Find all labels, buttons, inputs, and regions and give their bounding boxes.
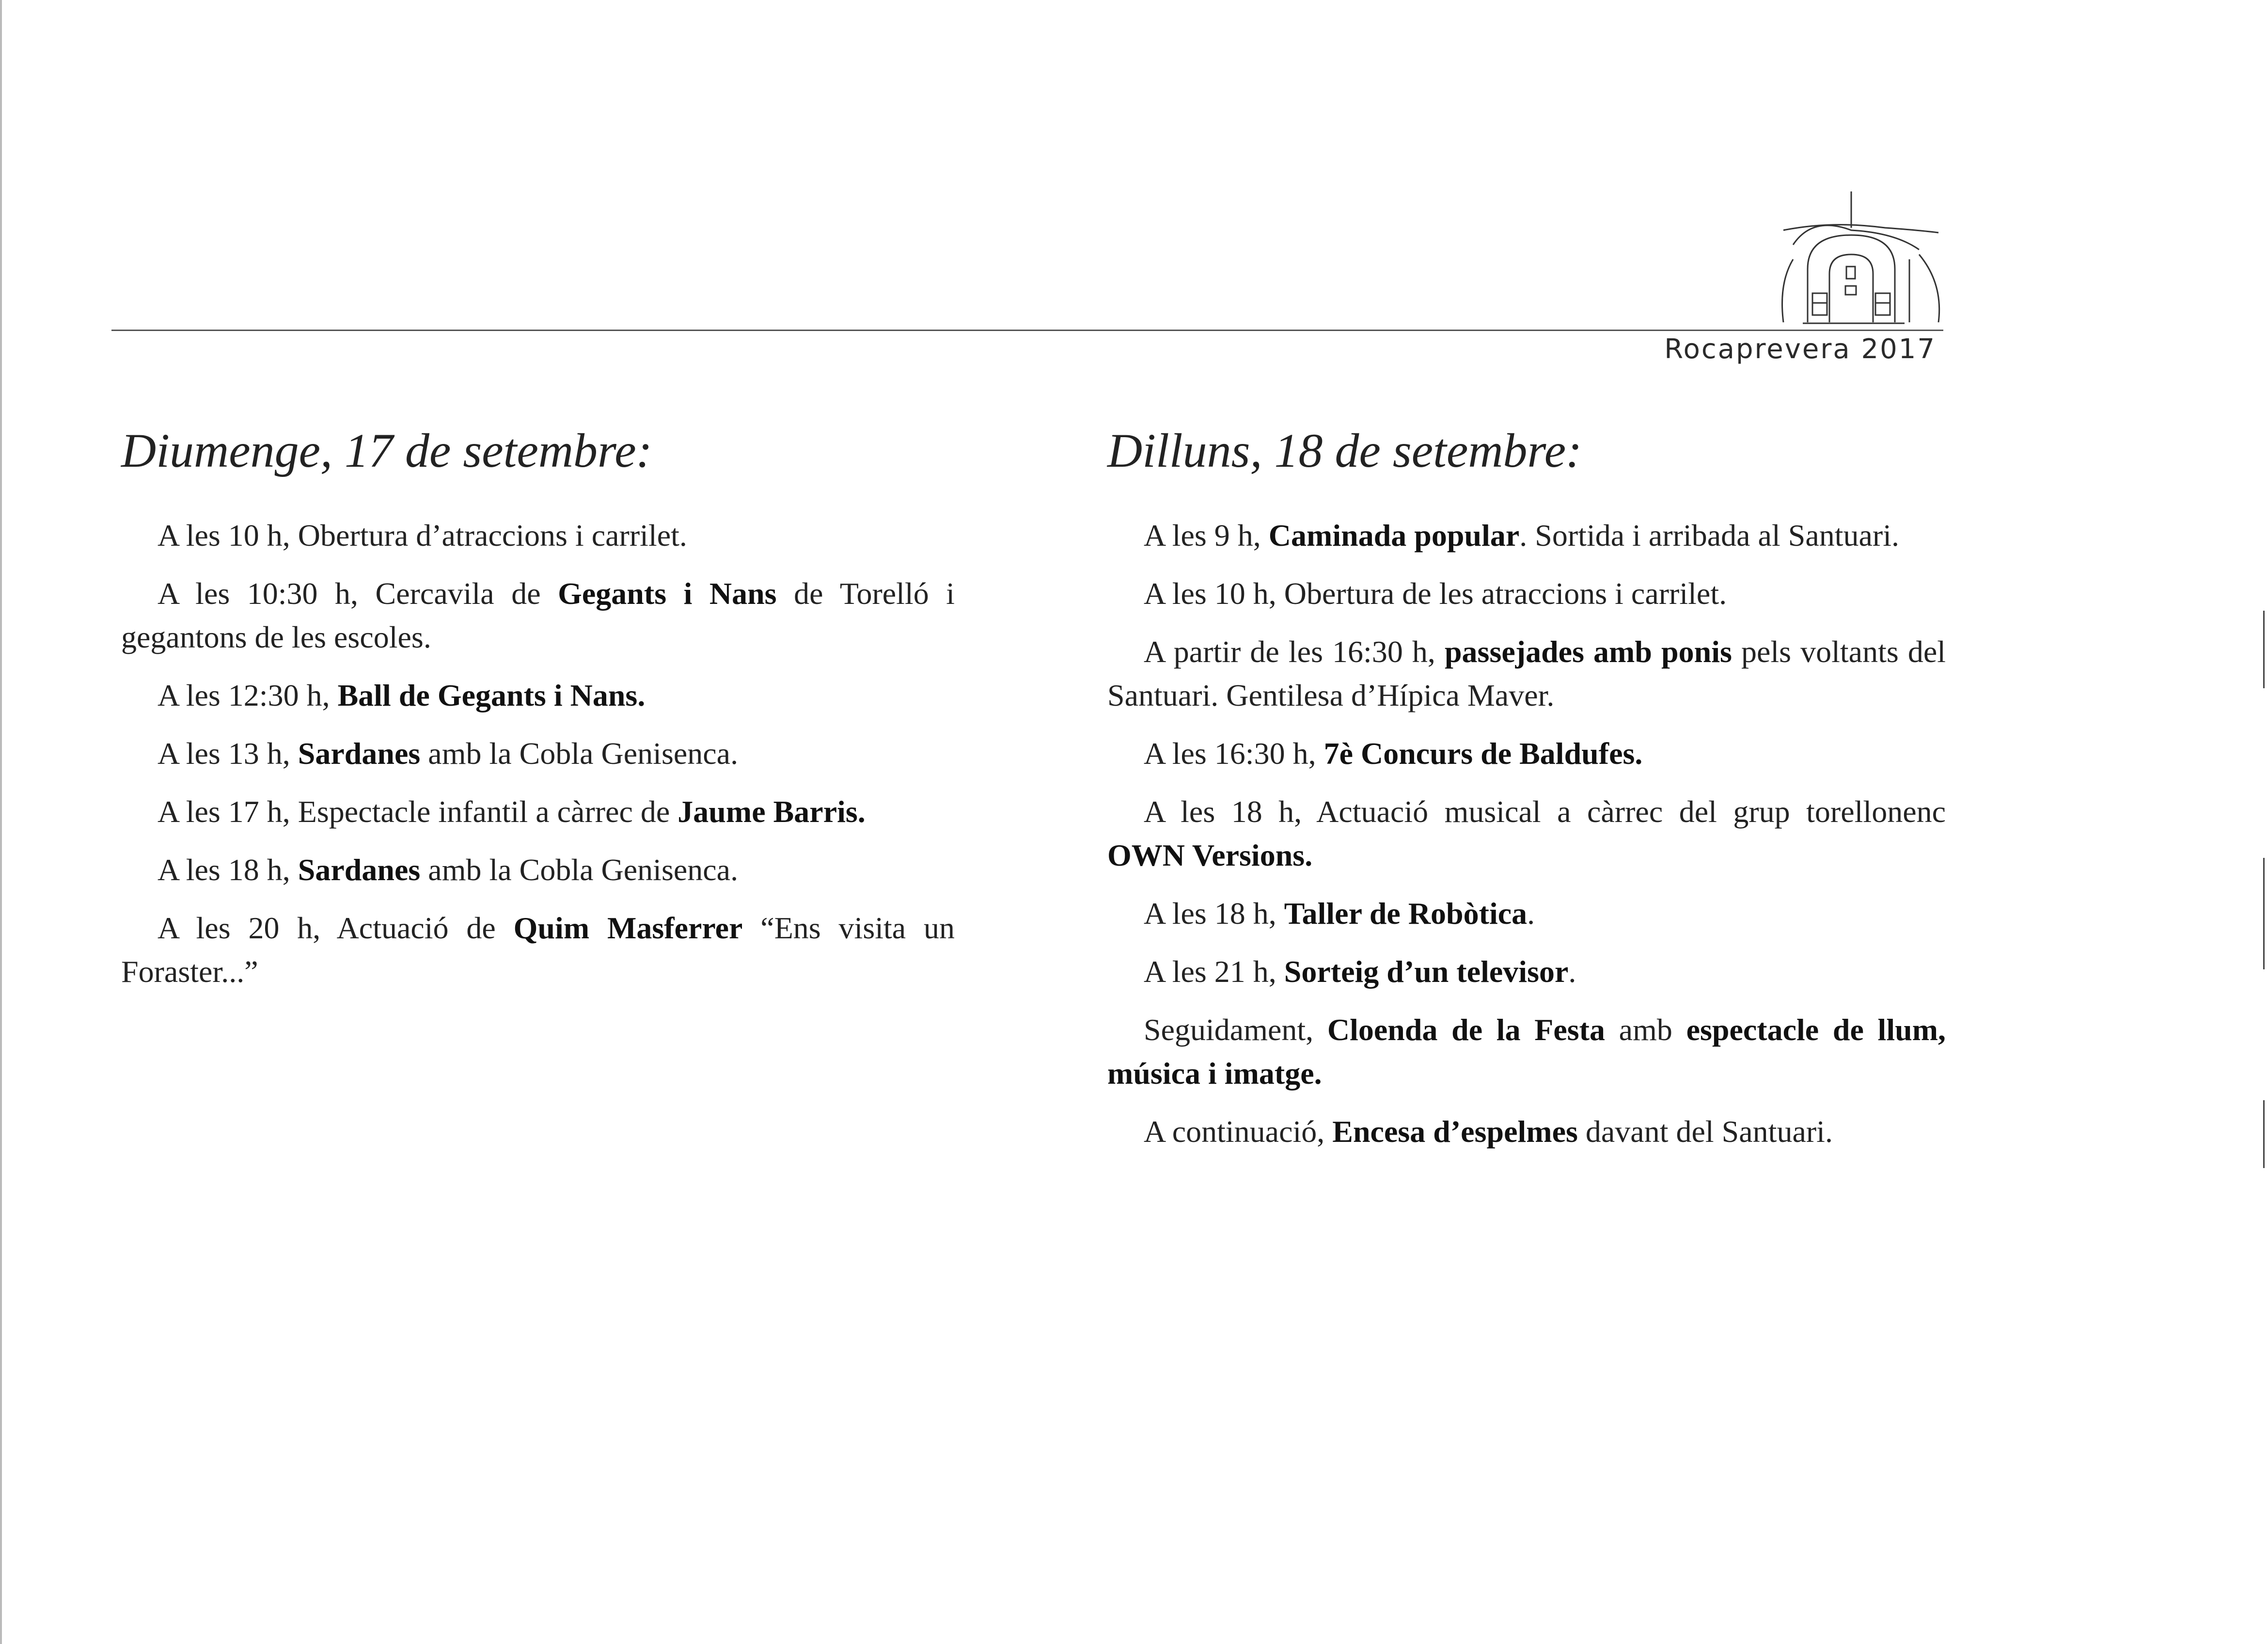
- entry-text: A les 12:30 h,: [158, 678, 338, 712]
- entry-text: . Sortida i arribada al Santuari.: [1519, 518, 1899, 553]
- schedule-entry: [1107, 732, 1946, 775]
- entry-text: .: [1568, 954, 1576, 989]
- header-rule: [111, 330, 1943, 331]
- header-title: Rocaprevera 2017: [1664, 333, 1936, 365]
- entry-text: A les 13 h,: [158, 736, 298, 771]
- entry-text: A les 18 h,: [1144, 896, 1284, 931]
- entry-highlight: Taller de Robòtica: [1284, 896, 1528, 931]
- entry-highlight: 7è Concurs de Baldufes.: [1323, 736, 1643, 771]
- sanctuary-icon: [1774, 187, 1948, 332]
- entry-highlight: Sardanes: [298, 736, 421, 771]
- entry-highlight: espectacle de llum, música i imatge.: [1107, 1012, 1946, 1091]
- day-title: Diumenge, 17 de setembre:: [121, 424, 652, 477]
- entry-text: A les 10:30 h, Cercavila de: [158, 576, 558, 611]
- entry-text: A continuació,: [1144, 1114, 1333, 1149]
- schedule-entry: [1107, 630, 1946, 717]
- entry-highlight: Sardanes: [298, 853, 421, 887]
- schedule-entry: [1107, 892, 1946, 935]
- entry-text: pels voltants del Santuari. Gentilesa d’Hípica Maver.: [1107, 634, 1946, 712]
- entry-highlight: Sorteig d’un televisor: [1284, 954, 1569, 989]
- schedule-entry: [1107, 790, 1946, 877]
- entry-highlight: Cloenda de la Festa: [1327, 1012, 1605, 1047]
- schedule-entry: [1107, 1008, 1946, 1095]
- schedule-entry: [121, 790, 955, 834]
- day-title: Dilluns, 18 de setembre:: [1107, 424, 1582, 477]
- entry-highlight: Quim Masferrer: [513, 911, 743, 945]
- entry-text: Seguidament,: [1144, 1012, 1327, 1047]
- entry-highlight: Jaume Barris.: [677, 794, 866, 829]
- schedule-entry: [1107, 950, 1946, 994]
- entry-highlight: Ball de Gegants i Nans.: [337, 678, 646, 712]
- entry-text: A les 10 h, Obertura d’atraccions i carrilet.: [158, 518, 687, 553]
- schedule-entry: [121, 906, 955, 994]
- entry-highlight: Gegants i Nans: [558, 576, 777, 611]
- entry-highlight: OWN Versions.: [1107, 838, 1313, 872]
- schedule-entry: [121, 732, 955, 775]
- entry-text: A les 18 h,: [158, 853, 298, 887]
- entry-text: A les 21 h,: [1144, 954, 1284, 989]
- scan-edge-mark: [2263, 1100, 2265, 1168]
- entry-text: A les 10 h, Obertura de les atraccions i carrilet.: [1144, 576, 1727, 611]
- column-sunday: [121, 422, 955, 1008]
- entry-text: “Ens visita un Foraster...”: [121, 911, 955, 989]
- scan-edge-mark: [2263, 858, 2265, 969]
- schedule-entry: [121, 572, 955, 659]
- entry-text: A les 16:30 h,: [1144, 736, 1324, 771]
- column-monday: [1107, 422, 1946, 1168]
- schedule-entry: [1107, 1110, 1946, 1154]
- entry-text: A partir de les 16:30 h,: [1144, 634, 1445, 669]
- entry-text: .: [1527, 896, 1535, 931]
- scan-edge-mark: [2263, 611, 2265, 688]
- entry-text: A les 18 h, Actuació musical a càrrec del grup torellonenc: [1144, 794, 1946, 829]
- entry-text: A les 20 h, Actuació de: [158, 911, 514, 945]
- schedule-entry: [1107, 572, 1946, 616]
- entry-text: amb la Cobla Genisenca.: [420, 853, 739, 887]
- entry-text: de Torelló i gegantons de les escoles.: [121, 576, 955, 654]
- entry-text: davant del Santuari.: [1577, 1114, 1833, 1149]
- page-edge: [0, 0, 2, 1644]
- entry-text: A les 17 h, Espectacle infantil a càrrec de: [158, 794, 678, 829]
- entry-text: A les 9 h,: [1144, 518, 1269, 553]
- entries-list: [1107, 514, 1946, 1154]
- schedule-entry: [121, 848, 955, 892]
- entry-highlight: passejades amb ponis: [1444, 634, 1732, 669]
- schedule-entry: [121, 514, 955, 557]
- entry-text: amb la Cobla Genisenca.: [420, 736, 739, 771]
- entry-highlight: Caminada popular: [1268, 518, 1520, 553]
- entries-list: [121, 514, 955, 994]
- schedule-entry: [1107, 514, 1946, 557]
- entry-text: amb: [1605, 1012, 1686, 1047]
- schedule-entry: [121, 674, 955, 717]
- entry-highlight: Encesa d’espelmes: [1332, 1114, 1578, 1149]
